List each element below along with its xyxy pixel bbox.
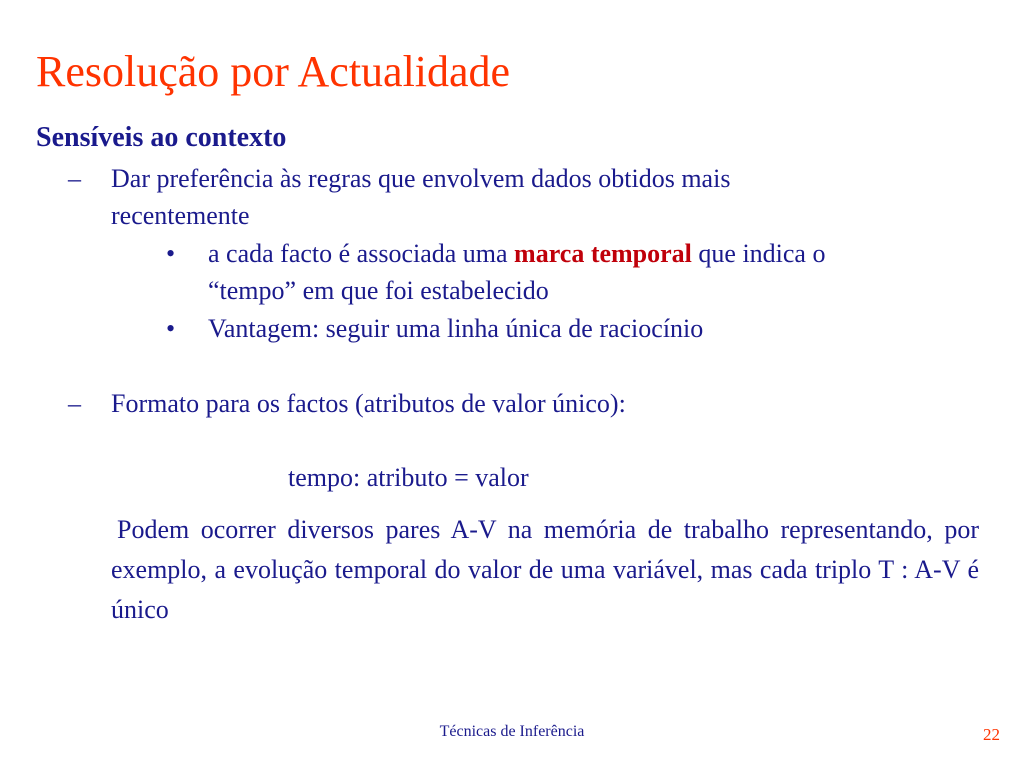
subitem-1-text — [208, 235, 968, 273]
formula: tempo: atributo = valor — [288, 463, 529, 492]
explanation-paragraph: Podem ocorrer diversos pares A-V na memória de trabalho representando, por exemplo, a evolução temporal do valor de uma variável, mas cada triplo T : A-V é único — [111, 515, 979, 624]
dash-marker: – — [68, 164, 81, 193]
bullet-marker: • — [166, 239, 176, 268]
dash-marker: – — [68, 389, 81, 418]
slide-title: Resolução por Actualidade — [36, 47, 511, 96]
subitem-2-text: Vantagem: seguir uma linha única de raciocínio — [208, 314, 704, 343]
subheading: Sensíveis ao contexto — [36, 122, 287, 153]
bullet-1-text-continued: recentemente — [111, 201, 250, 230]
subitem-1-text-before: a cada facto é associada uma — [208, 239, 515, 268]
bullet-2-text: Formato para os factos (atributos de valor único): — [111, 389, 626, 418]
bullet-marker: • — [166, 314, 176, 343]
subitem-1-text-continued: “tempo” em que foi estabelecido — [208, 276, 549, 305]
highlight-term: marca temporal — [514, 239, 692, 268]
footer-title: Técnicas de Inferência — [439, 723, 585, 740]
bullet-1-text: Dar preferência às regras que envolvem dados obtidos mais — [111, 164, 731, 193]
page-number: 22 — [983, 725, 1000, 744]
subitem-1-text-after: que indica o — [691, 239, 826, 268]
